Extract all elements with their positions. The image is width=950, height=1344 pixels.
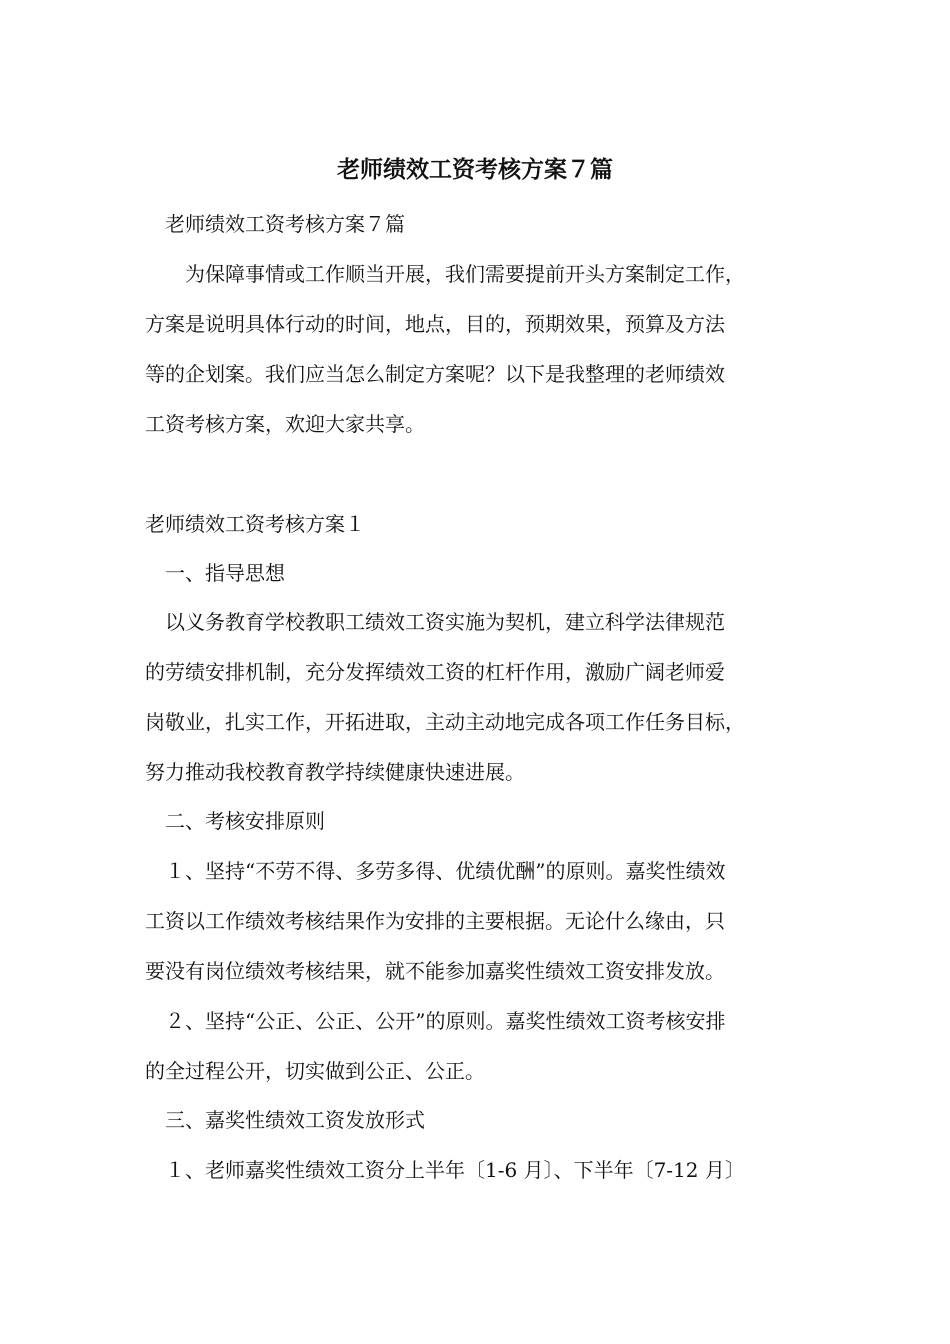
body-paragraph-line: 努力推动我校教育教学持续健康快速进展。 — [145, 760, 525, 784]
body-paragraph-line: 工资以工作绩效考核结果作为安排的主要根据。无论什么缘由，只 — [145, 909, 725, 933]
intro-paragraph-line: 工资考核方案，欢迎大家共享。 — [145, 412, 425, 436]
document-title: 老师绩效工资考核方案７篇 — [337, 157, 613, 183]
body-paragraph-line: 岗敬业，扎实工作，开拓进取，主动主动地完成各项工作任务目标， — [145, 710, 745, 734]
intro-paragraph-line: 方案是说明具体行动的时间，地点，目的，预期效果，预算及方法 — [145, 312, 725, 336]
body-paragraph-line: 要没有岗位绩效考核结果，就不能参加嘉奖性绩效工资安排发放。 — [145, 959, 725, 983]
body-paragraph-line: １、老师嘉奖性绩效工资分上半年〔1-6 月〕、下半年〔7-12 月〕 — [145, 1158, 745, 1182]
subsection-heading: 三、嘉奖性绩效工资发放形式 — [145, 1108, 425, 1132]
body-paragraph-line: 的劳绩安排机制，充分发挥绩效工资的杠杆作用，激励广阔老师爱 — [145, 660, 725, 684]
intro-paragraph-line: 等的企划案。我们应当怎么制定方案呢？以下是我整理的老师绩效 — [145, 362, 725, 386]
body-paragraph-line: 的全过程公开，切实做到公正、公正。 — [145, 1059, 485, 1083]
subsection-heading: 二、考核安排原则 — [145, 809, 325, 833]
body-paragraph-line: 以义务教育学校教职工绩效工资实施为契机，建立科学法律规范 — [145, 610, 725, 634]
body-paragraph-line: ２、坚持“公正、公正、公开”的原则。嘉奖性绩效工资考核安排 — [145, 1009, 726, 1033]
intro-paragraph-line: 为保障事情或工作顺当开展，我们需要提前开头方案制定工作， — [145, 262, 745, 286]
section-heading: 老师绩效工资考核方案１ — [145, 512, 365, 536]
body-paragraph-line: １、坚持“不劳不得、多劳多得、优绩优酬”的原则。嘉奖性绩效 — [145, 859, 726, 883]
subtitle-line: 老师绩效工资考核方案７篇 — [145, 212, 405, 236]
subsection-heading: 一、指导思想 — [145, 561, 285, 585]
